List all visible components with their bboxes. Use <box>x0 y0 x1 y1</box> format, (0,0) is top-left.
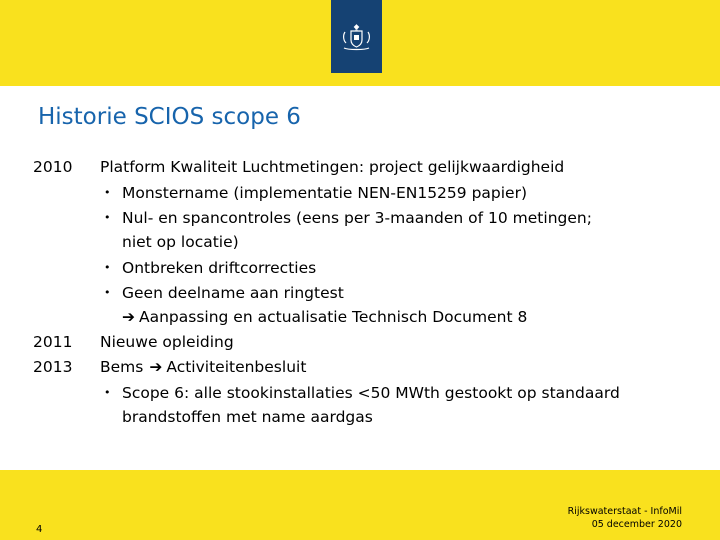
year-text <box>100 355 306 380</box>
slide-body <box>33 155 713 430</box>
conclusion-text: Aanpassing en actualisatie Technisch Document 8 <box>139 308 528 326</box>
footer-organisation: Rijkswaterstaat - InfoMil <box>567 506 682 517</box>
svg-text:♔: ♔ <box>354 27 359 32</box>
page-number: 4 <box>36 524 43 535</box>
content-line <box>33 330 713 355</box>
bullet-text: Ontbreken driftcorrecties <box>122 259 317 277</box>
bullet-text: Monstername (implementatie NEN-EN15259 papier) <box>122 184 528 202</box>
bullet-dot-icon: • <box>104 286 111 299</box>
bullet-text: Nul- en spancontroles (eens per 3-maanden of 10 metingen; <box>122 209 592 227</box>
content-line <box>33 180 713 205</box>
right-arrow-icon: ➔ <box>149 358 163 376</box>
content-line <box>33 280 713 305</box>
bullet-continuation: brandstoffen met name aardgas <box>122 408 373 426</box>
year-label: 2013 <box>33 358 73 376</box>
year-label: 2011 <box>33 333 73 351</box>
bullet-dot-icon: • <box>104 261 111 274</box>
content-line <box>33 205 713 230</box>
year-text-main: Activiteitenbesluit <box>166 358 307 376</box>
year-text: Platform Kwaliteit Luchtmetingen: project gelijkwaardigheid <box>100 158 565 176</box>
header-band <box>0 0 720 86</box>
year-text: Nieuwe opleiding <box>100 333 234 351</box>
content-line <box>33 305 713 330</box>
content-line <box>33 380 713 405</box>
year-text-prefix: Bems <box>100 358 144 376</box>
content-line <box>33 355 713 380</box>
bullet-continuation: niet op locatie) <box>122 233 239 251</box>
bullet-text: Scope 6: alle stookinstallaties <50 MWth gestookt op standaard <box>122 384 620 402</box>
bullet-dot-icon: • <box>104 186 111 199</box>
content-line <box>33 255 713 280</box>
content-line <box>33 155 713 180</box>
content-line <box>33 405 713 430</box>
footer-text <box>568 505 682 531</box>
bullet-dot-icon: • <box>104 386 111 399</box>
bullet-dot-icon: • <box>104 211 111 224</box>
coat-of-arms-icon <box>340 22 373 52</box>
content-line <box>33 230 713 255</box>
footer-date: 05 december 2020 <box>591 519 682 530</box>
bullet-text: Geen deelname aan ringtest <box>122 284 344 302</box>
slide-title: Historie SCIOS scope 6 <box>38 104 301 130</box>
year-label: 2010 <box>33 158 73 176</box>
right-arrow-icon: ➔ <box>122 308 135 326</box>
logo-strip <box>331 0 382 73</box>
